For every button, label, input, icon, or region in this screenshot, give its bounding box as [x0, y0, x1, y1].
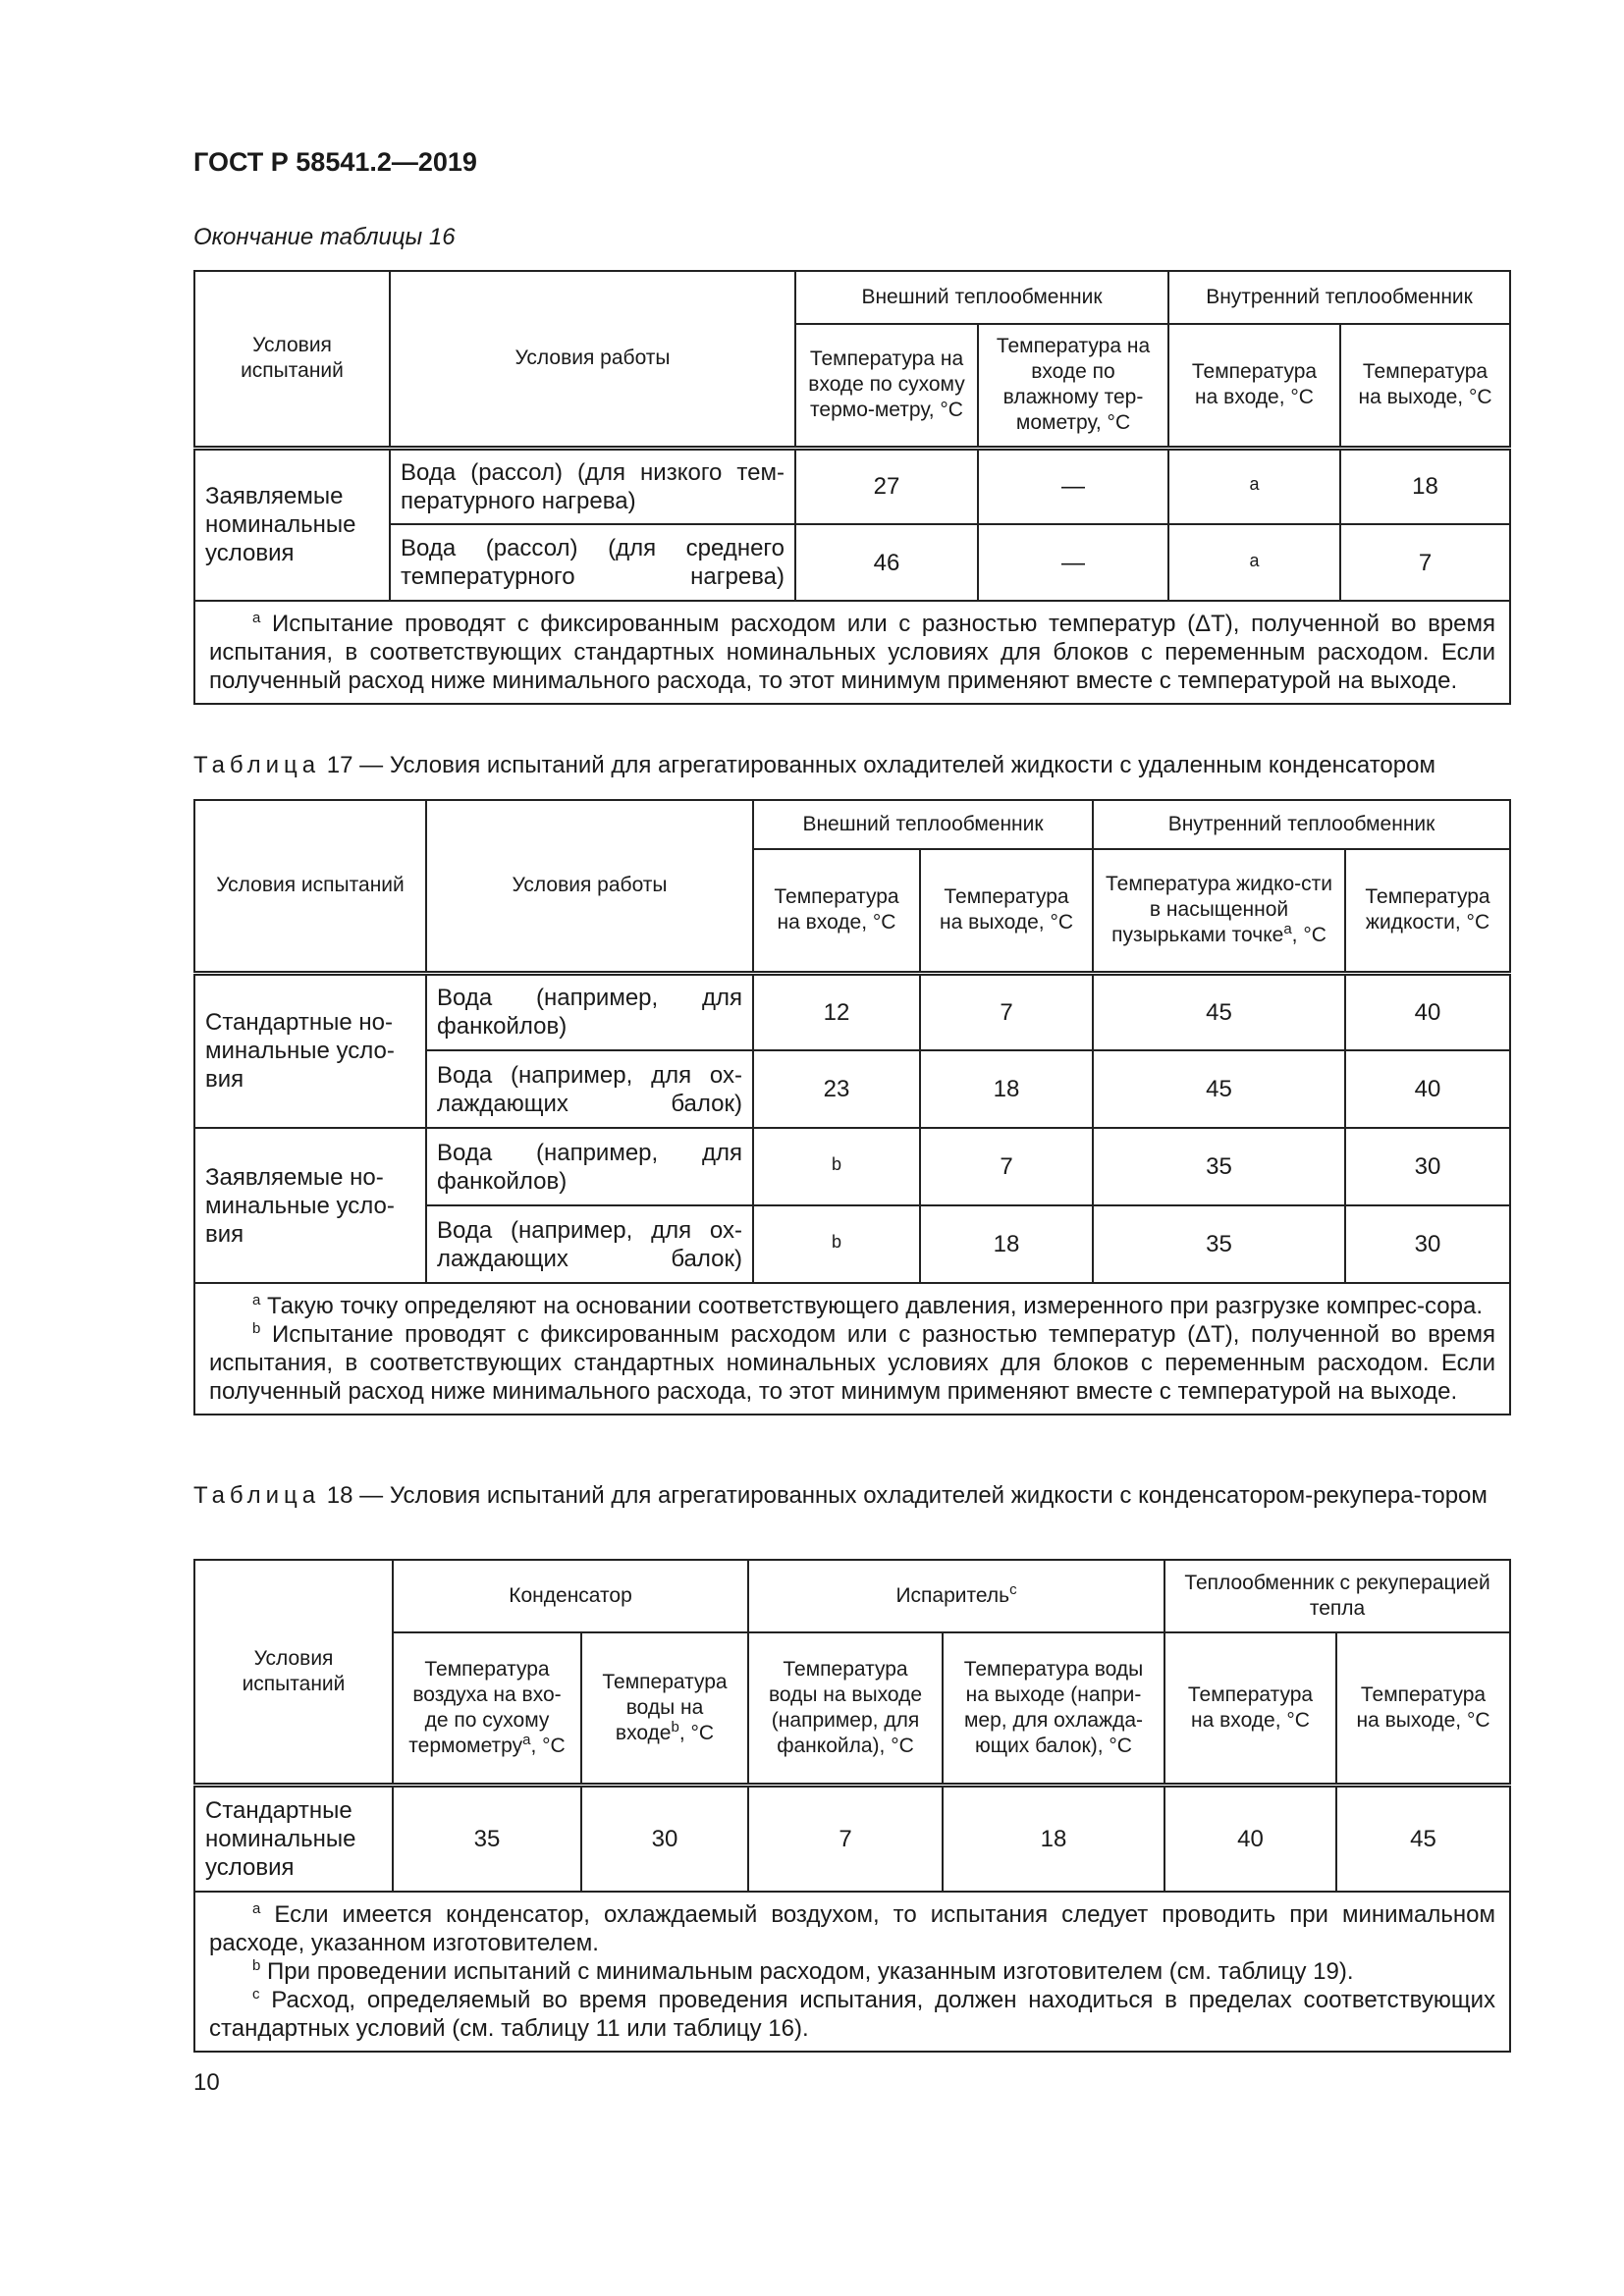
caption-label: Таблица: [193, 1482, 321, 1509]
t16-head-work: Условия работы: [390, 271, 795, 448]
footnote-mark: b: [252, 1957, 261, 1974]
t16-head-c1: Температура на входе по сухому термо-метру, °C: [795, 324, 978, 448]
t16-value: 7: [1340, 524, 1510, 601]
t18-notes: [194, 1892, 1510, 2052]
footnote-mark: а: [252, 1900, 261, 1917]
t18-value: 40: [1164, 1785, 1336, 1892]
table-row: [194, 448, 1510, 524]
footnote-text: Если имеется конденсатор, охлаждаемый воздухом, то испытания следует проводить при минимальном расходе, указанном изготовителем.: [209, 1901, 1496, 1956]
table-16: [193, 270, 1511, 705]
t17-work: Вода (например, для ох-лаждающих балок): [426, 1050, 753, 1128]
t18-head-c1: Температура воздуха на вхо-де по сухому термометру$^а$, °C: [393, 1632, 581, 1785]
t17-head-c4: Температура жидкости, °C: [1345, 849, 1510, 973]
head-unit: °C: [542, 1734, 566, 1757]
t18-head-evaporator: [748, 1560, 1164, 1632]
table-row: [194, 1128, 1510, 1205]
t17-work: Вода (например, для фанкойлов): [426, 1128, 753, 1205]
table18-caption: [193, 1480, 1509, 1511]
t17-value: 45: [1093, 973, 1345, 1050]
t18-head-c2: Температура воды на входе$^b$, °C: [581, 1632, 748, 1785]
footnote: [209, 1320, 1495, 1406]
t17-head-external: Внешний теплообменник: [753, 800, 1093, 849]
t17-head-c2: Температура на выходе, °C: [920, 849, 1093, 973]
t16-head-c3: Температура на входе, °C: [1168, 324, 1340, 448]
t18-value: 18: [943, 1785, 1164, 1892]
t16-head-external: Внешний теплообменник: [795, 271, 1168, 324]
t16-work: Вода (рассол) (для среднего температурного нагрева): [390, 524, 795, 601]
table-17: [193, 799, 1511, 1415]
footnote-mark: а: [1283, 921, 1292, 938]
footnote-mark: c: [1009, 1581, 1017, 1598]
t17-value: 30: [1345, 1205, 1510, 1283]
head-text: Температура воды на входе: [602, 1670, 728, 1744]
footnote-mark: а: [1249, 550, 1260, 570]
footnote-mark: а: [522, 1731, 531, 1748]
t16-notes: [194, 601, 1510, 704]
table17-caption: [193, 750, 1509, 780]
t16-group: Заявляемые номинальные условия: [194, 448, 390, 601]
footnote-mark: а: [252, 1292, 261, 1308]
footnote: [209, 1900, 1495, 1957]
t16-value: —: [978, 448, 1168, 524]
t16-note-ref: [1168, 448, 1340, 524]
table16-caption: Окончание таблицы 16: [193, 224, 456, 250]
t18-head-c4: Температура воды на выходе (напри-мер, для охлажда-ющих балок), °C: [943, 1632, 1164, 1785]
t17-group: Заявляемые но-минальные усло-вия: [194, 1128, 426, 1283]
t18-head-c5: Температура на входе, °C: [1164, 1632, 1336, 1785]
footnote: [209, 1986, 1495, 2043]
t17-head-internal: Внутренний теплообменник: [1093, 800, 1510, 849]
footnote-text: Испытание проводят с фиксированным расходом или с разностью температур (ΔT), полученной во время испытания, в соответствующих стандартных номинальных условиях для блоков с переменным расходом. Если полученный расход ниже минимального расхода, то этот минимум применяют вместе с температурой на выходе.: [209, 1321, 1496, 1405]
table-18: [193, 1559, 1511, 2053]
t16-head-conditions: Условия испытаний: [194, 271, 390, 448]
t18-head-c3: Температура воды на выходе (например, для фанкойла), °C: [748, 1632, 943, 1785]
t17-head-c3: Температура жидко-сти в насыщенной пузырьками точке$^а$, °C: [1093, 849, 1345, 973]
footnote-mark: а: [1249, 474, 1260, 495]
t17-value: 7: [920, 973, 1093, 1050]
table-row: [194, 524, 1510, 601]
t17-value: 7: [920, 1128, 1093, 1205]
t16-value: 18: [1340, 448, 1510, 524]
t18-value: 35: [393, 1785, 581, 1892]
caption-text: 18 — Условия испытаний для агрегатированных охладителей жидкости с конденсатором-рекупера-тором: [326, 1482, 1488, 1509]
t17-value: 18: [920, 1205, 1093, 1283]
head-text: Испаритель: [895, 1584, 1010, 1607]
footnote-text: Испытание проводят с фиксированным расходом или с разностью температур (ΔT), полученной во время испытания, в соответствующих стандартных номинальных условиях для блоков с переменным расходом. Если полученный расход ниже минимального расхода, то этот минимум применяют вместе с температурой на выходе.: [209, 611, 1496, 694]
footnote-mark: b: [252, 1320, 261, 1337]
t17-work: Вода (например, для ох-лаждающих балок): [426, 1205, 753, 1283]
footnote: [209, 610, 1495, 695]
t17-head-conditions: Условия испытаний: [194, 800, 426, 973]
footnote-text: При проведении испытаний с минимальным расходом, указанным изготовителем (см. таблицу 19).: [267, 1958, 1354, 1985]
head-unit: °C: [1303, 924, 1326, 947]
t18-value: 7: [748, 1785, 943, 1892]
t17-value: 40: [1345, 1050, 1510, 1128]
t18-value: 45: [1336, 1785, 1510, 1892]
t17-group: Стандартные но-минальные усло-вия: [194, 973, 426, 1128]
t16-head-c2: Температура на входе по влажному тер-мометру, °C: [978, 324, 1168, 448]
footnote-text: Такую точку определяют на основании соответствующего давления, измеренного при разгрузке компрес-сора.: [267, 1293, 1484, 1319]
footnote-mark: b: [831, 1232, 841, 1252]
t16-head-internal: Внутренний теплообменник: [1168, 271, 1510, 324]
footnote: [209, 1957, 1495, 1986]
head-text: Температура жидко-сти в насыщенной пузырьками точке: [1106, 873, 1333, 947]
t18-head-c6: Температура на выходе, °C: [1336, 1632, 1510, 1785]
t18-head-recuperator: Теплообменник с рекуперацией тепла: [1164, 1560, 1510, 1632]
t17-note-ref: [753, 1205, 920, 1283]
footnote-mark: c: [252, 1986, 260, 2002]
head-unit: °C: [690, 1721, 715, 1744]
t17-value: 23: [753, 1050, 920, 1128]
t18-head-conditions: Условия испытаний: [194, 1560, 393, 1785]
t17-value: 40: [1345, 973, 1510, 1050]
table-row: [194, 1785, 1510, 1892]
t16-head-c4: Температура на выходе, °C: [1340, 324, 1510, 448]
t16-value: 46: [795, 524, 978, 601]
footnote: [209, 1292, 1495, 1320]
t17-value: 18: [920, 1050, 1093, 1128]
t18-group: Стандартные номинальные условия: [194, 1785, 393, 1892]
t18-value: 30: [581, 1785, 748, 1892]
table-row: [194, 973, 1510, 1050]
document-header: ГОСТ Р 58541.2—2019: [193, 147, 477, 177]
head-text: Температура воздуха на вхо-де по сухому термометру: [408, 1657, 562, 1757]
t17-notes: [194, 1283, 1510, 1415]
page-number: 10: [193, 2069, 220, 2096]
footnote-text: Расход, определяемый во время проведения испытания, должен находиться в пределах соответствующих стандартных условий (см. таблицу 11 или таблицу 16).: [209, 1987, 1496, 2042]
t16-value: —: [978, 524, 1168, 601]
t17-value: 35: [1093, 1205, 1345, 1283]
t17-note-ref: [753, 1128, 920, 1205]
t17-value: 12: [753, 973, 920, 1050]
t17-value: 30: [1345, 1128, 1510, 1205]
t17-work: Вода (например, для фанкойлов): [426, 973, 753, 1050]
footnote-mark: b: [671, 1718, 679, 1735]
t16-note-ref: [1168, 524, 1340, 601]
t17-value: 35: [1093, 1128, 1345, 1205]
t16-value: 27: [795, 448, 978, 524]
caption-text: 17 — Условия испытаний для агрегатированных охладителей жидкости с удаленным конденсатором: [326, 752, 1435, 778]
t16-work: Вода (рассол) (для низкого тем-пературного нагрева): [390, 448, 795, 524]
footnote-mark: b: [831, 1154, 841, 1174]
t18-head-condenser: Конденсатор: [393, 1560, 748, 1632]
caption-label: Таблица: [193, 752, 321, 778]
t17-head-c1: Температура на входе, °C: [753, 849, 920, 973]
t17-head-work: Условия работы: [426, 800, 753, 973]
t17-value: 45: [1093, 1050, 1345, 1128]
footnote-mark: а: [252, 610, 261, 626]
